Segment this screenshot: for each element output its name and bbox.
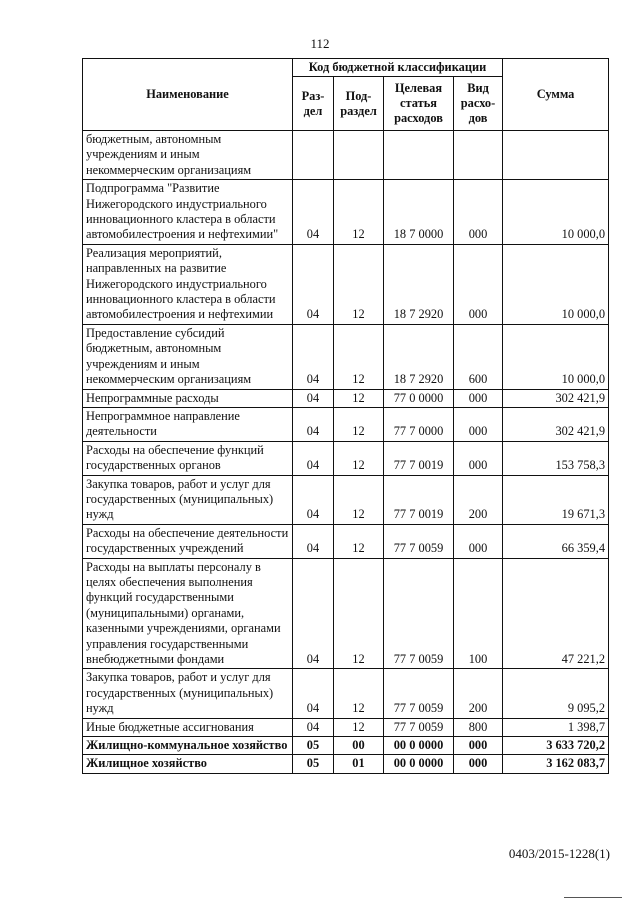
row-section: 04 [293, 475, 334, 524]
row-subsection: 12 [334, 389, 384, 407]
row-subsection: 00 [334, 737, 384, 755]
row-sum: 10 000,0 [503, 324, 609, 389]
table-row [83, 524, 609, 558]
row-name: Непрограммное направление деятельности [83, 407, 293, 441]
table-row [83, 669, 609, 718]
document-code: 0403/2015-1228(1) [508, 846, 610, 861]
row-sum: 47 221,2 [503, 558, 609, 669]
row-target: 18 7 2920 [384, 324, 454, 389]
row-section: 04 [293, 524, 334, 558]
row-subsection: 12 [334, 475, 384, 524]
row-name: Жилищно-коммунальное хозяйство [83, 737, 293, 755]
header-name: Наименование [83, 59, 293, 131]
table-row [83, 131, 609, 180]
row-sum: 9 095,2 [503, 669, 609, 718]
row-target: 00 0 0000 [384, 737, 454, 755]
row-name: Расходы на выплаты персоналу в целях обеспечения выполнения функций государственными (муниципальными) органами, казенными учреждениями, органами управления государственными внебюджетными фондами [83, 558, 293, 669]
header-target: Целевая статья расходов [384, 77, 454, 131]
row-target: 77 7 0059 [384, 669, 454, 718]
row-section: 04 [293, 669, 334, 718]
table-header [83, 59, 609, 131]
table-row [83, 324, 609, 389]
row-target: 77 7 0019 [384, 475, 454, 524]
row-type: 800 [454, 718, 503, 736]
row-subsection: 12 [334, 718, 384, 736]
row-target: 77 0 0000 [384, 389, 454, 407]
row-sum: 19 671,3 [503, 475, 609, 524]
row-name: Расходы на обеспечение функций государственных органов [83, 441, 293, 475]
row-section: 04 [293, 718, 334, 736]
row-subsection: 12 [334, 558, 384, 669]
row-type: 200 [454, 669, 503, 718]
table-row [83, 737, 609, 755]
row-section: 04 [293, 558, 334, 669]
row-type: 000 [454, 737, 503, 755]
row-type: 000 [454, 180, 503, 245]
row-subsection: 12 [334, 407, 384, 441]
row-type: 000 [454, 389, 503, 407]
row-subsection: 12 [334, 669, 384, 718]
row-target: 18 7 0000 [384, 180, 454, 245]
row-name: Закупка товаров, работ и услуг для государственных (муниципальных) нужд [83, 475, 293, 524]
row-sum: 10 000,0 [503, 180, 609, 245]
row-sum: 1 398,7 [503, 718, 609, 736]
row-name: бюджетным, автономным учреждениям и иным некоммерческим организациям [83, 131, 293, 180]
row-name: Жилищное хозяйство [83, 755, 293, 773]
table-row [83, 718, 609, 736]
row-section: 04 [293, 180, 334, 245]
row-section: 05 [293, 737, 334, 755]
row-sum: 66 359,4 [503, 524, 609, 558]
row-sum: 153 758,3 [503, 441, 609, 475]
row-target: 18 7 2920 [384, 244, 454, 324]
row-subsection: 12 [334, 180, 384, 245]
budget-table [82, 58, 609, 774]
row-sum [503, 131, 609, 180]
table-row [83, 244, 609, 324]
row-type: 200 [454, 475, 503, 524]
row-target: 77 7 0000 [384, 407, 454, 441]
row-name: Расходы на обеспечение деятельности государственных учреждений [83, 524, 293, 558]
table-row [83, 441, 609, 475]
row-subsection: 12 [334, 324, 384, 389]
header-sum: Сумма [503, 59, 609, 131]
row-target: 77 7 0059 [384, 718, 454, 736]
row-section: 04 [293, 324, 334, 389]
row-name: Закупка товаров, работ и услуг для государственных (муниципальных) нужд [83, 669, 293, 718]
row-type: 100 [454, 558, 503, 669]
row-sum: 302 421,9 [503, 407, 609, 441]
table-body [83, 131, 609, 774]
table-row [83, 475, 609, 524]
row-section: 04 [293, 244, 334, 324]
row-target: 77 7 0059 [384, 558, 454, 669]
table-row [83, 755, 609, 773]
page-number: 112 [310, 36, 330, 51]
row-type [454, 131, 503, 180]
row-name: Предоставление субсидий бюджетным, автономным учреждениям и иным некоммерческим организациям [83, 324, 293, 389]
row-name: Реализация мероприятий, направленных на развитие Нижегородского индустриального инновационного кластера в области автомобилестроения и нефтехимии [83, 244, 293, 324]
row-name: Подпрограмма "Развитие Нижегородского индустриального инновационного кластера в области автомобилестроения и нефтехимии" [83, 180, 293, 245]
corner-divider [564, 897, 622, 898]
row-subsection: 01 [334, 755, 384, 773]
table-row [83, 180, 609, 245]
table-row [83, 389, 609, 407]
row-subsection: 12 [334, 244, 384, 324]
table-row [83, 407, 609, 441]
row-sum: 3 162 083,7 [503, 755, 609, 773]
row-sum: 10 000,0 [503, 244, 609, 324]
row-sum: 3 633 720,2 [503, 737, 609, 755]
row-type: 000 [454, 244, 503, 324]
header-subsection: Под- раздел [334, 77, 384, 131]
header-code-group: Код бюджетной классификации [293, 59, 503, 77]
row-target [384, 131, 454, 180]
row-type: 600 [454, 324, 503, 389]
row-type: 000 [454, 441, 503, 475]
row-type: 000 [454, 524, 503, 558]
row-name: Иные бюджетные ассигнования [83, 718, 293, 736]
row-section: 04 [293, 389, 334, 407]
table-row [83, 558, 609, 669]
row-section [293, 131, 334, 180]
row-subsection: 12 [334, 524, 384, 558]
row-target: 77 7 0019 [384, 441, 454, 475]
row-target: 00 0 0000 [384, 755, 454, 773]
row-target: 77 7 0059 [384, 524, 454, 558]
row-sum: 302 421,9 [503, 389, 609, 407]
row-name: Непрограммные расходы [83, 389, 293, 407]
row-subsection: 12 [334, 441, 384, 475]
row-subsection [334, 131, 384, 180]
row-type: 000 [454, 755, 503, 773]
header-section: Раз- дел [293, 77, 334, 131]
header-type: Вид расхо- дов [454, 77, 503, 131]
row-section: 04 [293, 441, 334, 475]
row-type: 000 [454, 407, 503, 441]
row-section: 04 [293, 407, 334, 441]
row-section: 05 [293, 755, 334, 773]
